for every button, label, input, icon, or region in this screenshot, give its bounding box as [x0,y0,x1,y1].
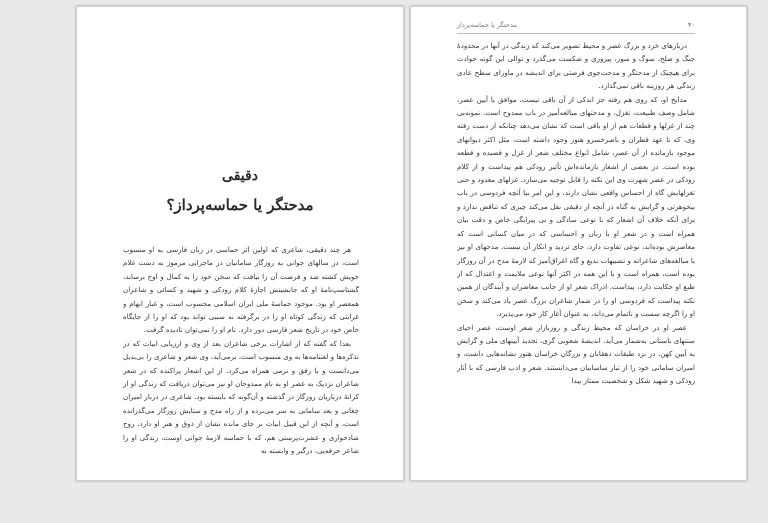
paragraph: عصر او در خراسان که محیط زندگی و روزبازار شعر اوست، عصر احیای سنتهای باستانی به‌شمار می‌آید. اندیشهٔ شعوبی گری، تجدید آیینهای ملی و گرایش به آیین کهن، در نزد طبقات دهقانان و بزرگان خراسان هنوز نشانه‌هایی داشت، و امیران سامانی خود را از تبار ساسانیان می‌دانستند. شعر و ادب فارسی که با آثار رودکی و شهید شکل و شخصیت ممتاز پیدا [457,322,695,386]
paragraph: دربارهای خرد و بزرگ عصر و محیط تصویر می‌کند که زندگی در آنها در محدودهٔ جنگ و صلح، سوگ و سور، پیروزی و شکست می‌گذرد و توالی این گونه حوادث برای هیچیک از مدحتگر و مدحت‌جوی فرصتی برای اندیشه در ماورای سطح عادی زندگی هر روزینه باقی نمی‌گذارد. [457,41,695,91]
viewer-background [0,486,768,523]
page-number: ۴۰ [688,21,695,29]
paragraph: مدایح او، که روی هم رفته جز اندکی از آن باقی نیست، موافق با آیین عصر، شامل وصف طبیعت، تغزل، و مدحتهای مبالغه‌آمیز در باب ممدوح است. نمونه‌یی چند از غزلها و قطعات هم از او باقی است که نشان می‌دهد چنانکه از دست رفته وی، که تا عهد قطران و ناصرخسرو هنوز وجود داشته است، مثل اکثر دیوانهای موجود بازمانده از آن عصر، شامل انواع مختلف شعر از غزل و قصیده و قطعه بوده است. در بعضی از اشعار بازمانده‌اش تأثیر رودکی هم پیداست و از کلام رودکی در عصر شهرت وی این نکته را قابل توجیه می‌سازد. غزلهای معدود و حتی تغزلهایش گاه از احساس واقعی نشان دارند، و این امر بیا آنچه فردوسی در باب بیخوهرتی و گرایش به گناه در آنچه از دقیقی نقل می‌کند چیزی که تناقض ندارد و برای آنکه خلاف آن اشعار که با نوعی سادگی و بی پیرایگی خاص و دقت بیان همراه است و در شعر او با زبان و احساسی که در میان کسانی است که معاصرش بوده‌اند، نوعی تفاوت دارد، جای تردید و انکار آن نیست. مدحهای او نیز با مبالغه‌های شاعرانه و تشبیهات بدیع و گاه اغراق‌آمیز که لازمهٔ مدح در آن روزگار بوده است، همراه است و با این همه در اکثر آنها نوعی ملایمت و اعتدال که از طبع او حکایت دارد، پیداست. ادراک شعر او از جانب معاصران و آیندگان از همین نکته پیداست که فردوسی او را در شمار شاعران بزرگ عصر یاد می‌کند و سخن او را اگرچه سست و ناتمام می‌داند، به عنوان آغاز کار خود می‌پذیرد. [457,94,695,319]
left-page [76,6,404,481]
paragraph: بعدا که گفته که از اشارات برخی شاعران بعد از وی و ارزیابی ابیات که در تذکره‌ها و لغتنامه‌ها به وی منسوب است، برمی‌آید، وی شعر و شاعری را بی‌بدیل می‌دانست و با رفق و نرمی همراه می‌کرد. از این اشعار پراکنده که در شعر شاعران نزدیک به عصر او به نام ممدوحان او نیز می‌توان دریافت که زندگی او از کرانهٔ درباریان روزگار در گذشته و آن‌گونه که بایسته بود. شاعری در دربار امیران چغانی و بعد سامانی به سر می‌برده و از راه مدح و ستایش روزگار می‌گذرانده است، و آنچه از این قبیل ابیات بر جای مانده نشان از ذوق و هنر او دارد. روح شادخواری و عشرت‌پرستی هم، که با حماسه لازمهٔ جوانی اوست، زندگی او را شاعر حرفه‌یی، درگیر و وابسته به [123,338,359,456]
chapter-title: مدحتگر یا حماسه‌پرداز؟ [166,196,314,214]
right-page [410,6,747,481]
chapter-heading [77,167,403,215]
poet-name: دقیقی [222,168,258,184]
running-header [457,19,695,34]
left-page-body [123,243,359,458]
right-page-body [457,39,695,388]
paragraph: هر چند دقیقی، شاعری که اولین اثر حماسی در زبان فارسی به او منسوب است، در سالهای جوانی به روزگار سامانیان در ماجرایی مرموز به دست غلام خویش کشته شد و فرصت آن را نیافت که سخن خود را به کمال و اوج برساند، گشتاسپ‌نامهٔ او که جانشینش اجازهٔ کلام رودکی و شهید و کسائی و شاعران همعصر او بود. موجود حماسهٔ ملی ایران اسلامی محسوب است، و غبار ابهام و غرابتی که زندگی کوتاه او را در برگرفته نه سببی تواند بود که او را از جایگاه خاص خود در تاریخ شعر فارسی دور دارد. نام او را نمی‌توان نادیده گرفت. [123,245,359,335]
running-title: مدحتگر یا حماسه‌پرداز [457,21,517,29]
